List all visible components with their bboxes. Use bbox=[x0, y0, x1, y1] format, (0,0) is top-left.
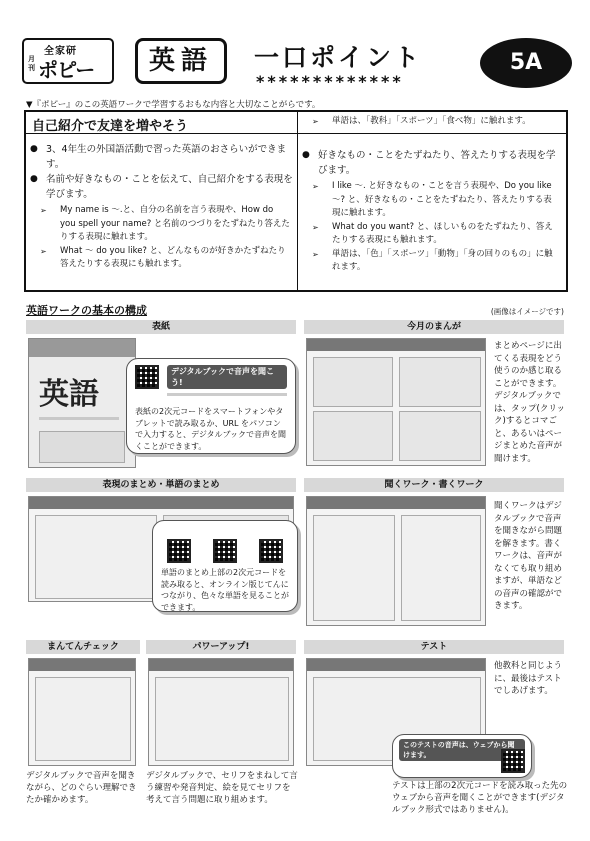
arrow-item: ➢ What do you want? と、ほしいものをたずねたり、答えたりする表現にも触れます。 bbox=[298, 221, 560, 248]
manga-description: まとめページに出てくる表現をどう使うのか感じ取ることができます。デジタルブックでは、タップ(クリック)するとコマごと、あるいはページまとめた音声が聞けます。 bbox=[494, 341, 565, 464]
test-description: 他教科と同じように、最後はテストでしあげます。 bbox=[494, 661, 563, 696]
logo-main: ポピー bbox=[38, 58, 95, 82]
label-check: まんてんチェック bbox=[26, 640, 140, 654]
unit-badge: 5A bbox=[480, 38, 572, 88]
qr-code-icon bbox=[259, 539, 283, 563]
callout-text: 表紙の2次元コードをスマートフォンやタブレットで読み取るか、URL をパソコンで入力すると、デジタルブックで音声を聞くことができます。 bbox=[135, 407, 286, 451]
logo-top: 全家研 bbox=[44, 46, 77, 57]
logo-side: 月刊 bbox=[28, 55, 35, 72]
subject-box: 英語 bbox=[135, 38, 227, 84]
cover-callout bbox=[126, 358, 296, 454]
label-listen-write: 聞くワーク・書くワーク bbox=[304, 478, 564, 492]
summary-words-callout bbox=[152, 520, 298, 612]
qr-code-icon bbox=[501, 749, 525, 773]
arrow-item: ➢ I like ～. と好きなもの・ことを言う表現や、Do you like ～? と、好きなもの・ことをたずねたり、答えたりする表現に触れます。 bbox=[298, 180, 560, 221]
intro-text: ▼『ポピー』のこの英語ワークで学習するおもな内容と大切なことがらです。 bbox=[26, 100, 321, 110]
summary-title: 自己紹介で友達を増やそう bbox=[26, 112, 297, 134]
manga-thumbnail bbox=[306, 338, 486, 466]
listen-write-thumbnail bbox=[306, 496, 486, 626]
qr-code-icon bbox=[213, 539, 237, 563]
bullet-item: ● 名前や好きなもの・ことを伝えて、自己紹介をする表現を学びます。 bbox=[26, 172, 297, 202]
label-manga: 今月のまんが bbox=[304, 320, 564, 334]
qr-code-icon bbox=[167, 539, 191, 563]
callout-text: 単語のまとめ上部の2次元コードを読み取ると、オンライン版じてんにつながり、色々な単語を見ることができます。 bbox=[161, 568, 289, 612]
section-title: 英語ワークの基本の構成 bbox=[26, 304, 147, 317]
qr-code-icon bbox=[135, 365, 159, 389]
callout-heading: このテストの音声は、ウェブから聞けます。 bbox=[399, 739, 525, 761]
summary-right bbox=[298, 112, 566, 290]
summary-left bbox=[26, 112, 298, 290]
arrow-item: ➢ 単語は、「色」「スポーツ」「動物」「身の回りのもの」に触れます。 bbox=[298, 248, 560, 275]
arrow-item: ➢ 単語は、「教科」「スポーツ」「食べ物」に触れます。 bbox=[298, 115, 566, 129]
title-stars: ************* bbox=[256, 72, 404, 91]
cover-thumbnail bbox=[28, 338, 136, 468]
label-summary-words: 表現のまとめ・単語のまとめ bbox=[26, 478, 296, 492]
listen-write-description: 聞くワークはデジタルブックで音声を聞きながら問題を解きます。書くワークは、音声がなくても取り組めますが、単語などの音声の確認ができます。 bbox=[494, 501, 563, 611]
label-cover: 表紙 bbox=[26, 320, 296, 334]
arrow-item: ➢ What ～ do you like? と、どんなものが好きかたずねたり答えたりする表現にも触れます。 bbox=[26, 245, 297, 272]
cover-book-title: 英語 bbox=[39, 377, 99, 412]
callout-heading: デジタルブックで音声を聞こう! bbox=[167, 365, 287, 389]
bullet-item: ● 好きなもの・ことをたずねたり、答えたりする表現を学びます。 bbox=[298, 148, 560, 178]
bullet-item: ● 3、4年生の外国語活動で習った英語のおさらいができます。 bbox=[26, 142, 297, 172]
page-title: 一口ポイント bbox=[254, 43, 423, 72]
powerup-thumbnail bbox=[148, 658, 294, 766]
summary-box bbox=[24, 110, 568, 292]
test-callout bbox=[392, 734, 532, 778]
check-thumbnail bbox=[28, 658, 136, 766]
test-caption: テストは上部の2次元コードを読み取った先のウェブから音声を聞くことができます(デジタルブック形式ではありません)。 bbox=[392, 781, 568, 815]
section-note: (画像はイメージです) bbox=[490, 307, 564, 316]
popy-logo bbox=[22, 38, 114, 84]
page-header bbox=[22, 36, 574, 98]
label-powerup: パワーアップ! bbox=[146, 640, 296, 654]
powerup-caption: デジタルブックで、セリフをまねして言う練習や発音判定、絵を見てセリフを考えて言う問題に取り組めます。 bbox=[146, 771, 298, 805]
check-caption: デジタルブックで音声を聞きながら、どのぐらい理解できたか確かめます。 bbox=[26, 771, 137, 805]
arrow-item: ➢ My name is ～.と、自分の名前を言う表現や、How do you spell your name? と名前のつづりをたずねたり答えたりする表現に触れます。 bbox=[26, 204, 297, 245]
label-test: テスト bbox=[304, 640, 564, 654]
